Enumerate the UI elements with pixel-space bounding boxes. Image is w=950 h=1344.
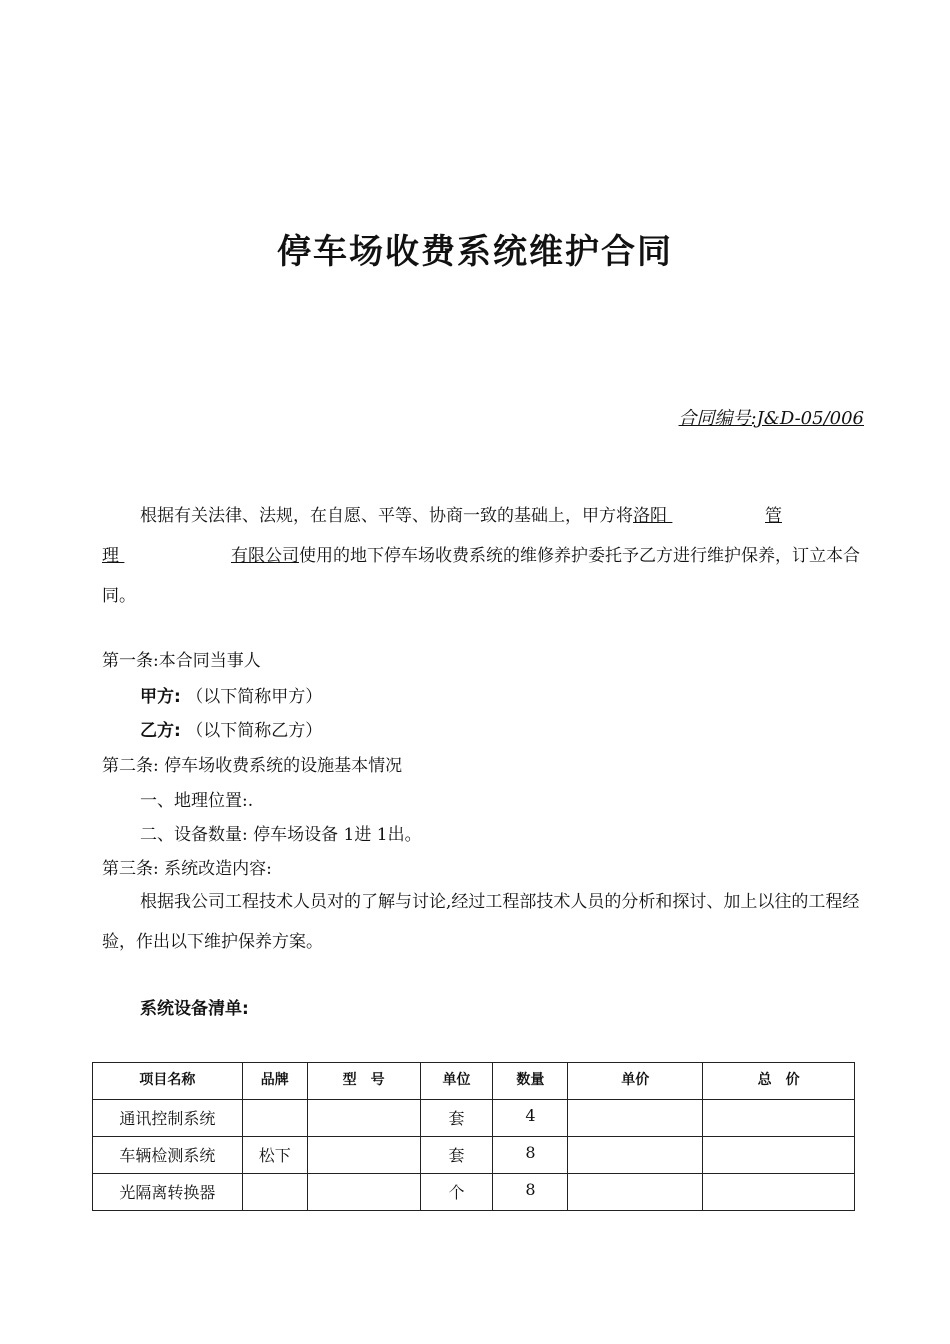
cell-item-name: 车辆检测系统 (93, 1137, 243, 1174)
cell-quantity: 8 (493, 1174, 568, 1211)
article-2-heading: 第二条: 停车场收费系统的设施基本情况 (102, 756, 403, 776)
cell-total-price (703, 1137, 855, 1174)
cell-unit: 套 (420, 1100, 493, 1137)
cell-brand (242, 1174, 307, 1211)
article-3-heading: 第三条: 系统改造内容: (102, 859, 272, 879)
party-a-name-1: 洛阳 (633, 506, 667, 526)
location-item: 一、地理位置:. (140, 791, 254, 811)
party-a-name-4: 有限公司 (231, 546, 299, 566)
equipment-count-item: 二、设备数量: 停车场设备 1进 1出。 (140, 825, 422, 845)
header-unit: 单位 (420, 1063, 493, 1100)
party-a-name-3: 理 (102, 546, 119, 566)
party-b-note: （以下简称乙方） (186, 721, 323, 741)
intro-text-2: 使用的地下停车场收费系统的维修养护委托予乙方进行维护保养，订立本合同。 (102, 546, 860, 606)
header-brand: 品牌 (242, 1063, 307, 1100)
cell-model (307, 1174, 420, 1211)
article-1-heading: 第一条:本合同当事人 (102, 651, 261, 671)
header-total-price: 总 价 (703, 1063, 855, 1100)
cell-unit-price (568, 1137, 703, 1174)
table-header-row (93, 1063, 855, 1100)
cell-unit-price (568, 1174, 703, 1211)
cell-quantity: 4 (493, 1100, 568, 1137)
intro-paragraph (102, 496, 862, 616)
equipment-table (92, 1062, 855, 1211)
header-unit-price: 单价 (568, 1063, 703, 1100)
blank-field-2 (119, 536, 231, 576)
blank-field-1 (667, 496, 765, 536)
cell-unit-price (568, 1100, 703, 1137)
equipment-list-title: 系统设备清单: (140, 999, 249, 1019)
article-3-body (102, 882, 862, 962)
cell-brand: 松下 (242, 1137, 307, 1174)
intro-text-1: 根据有关法律、法规，在自愿、平等、协商一致的基础上，甲方将 (140, 506, 633, 526)
cell-item-name: 光隔离转换器 (93, 1174, 243, 1211)
cell-quantity: 8 (493, 1137, 568, 1174)
header-model: 型 号 (307, 1063, 420, 1100)
party-a-name-2: 管 (765, 506, 782, 526)
cell-unit: 个 (420, 1174, 493, 1211)
table-row (93, 1137, 855, 1174)
party-a-note: （以下简称甲方） (186, 687, 323, 707)
table-row (93, 1174, 855, 1211)
party-b-label: 乙方: (140, 721, 181, 741)
article-3-text: 根据我公司工程技术人员对的了解与讨论,经过工程部技术人员的分析和探讨、加上以往的工程经验，作出以下维护保养方案。 (102, 892, 860, 952)
cell-unit: 套 (420, 1137, 493, 1174)
party-a-line (140, 682, 322, 707)
table-row (93, 1100, 855, 1137)
party-a-label: 甲方: (140, 687, 181, 707)
cell-brand (242, 1100, 307, 1137)
header-item-name: 项目名称 (93, 1063, 243, 1100)
contract-number: 合同编号:J&D-05/006 (678, 408, 864, 429)
party-b-line (140, 716, 322, 741)
cell-model (307, 1100, 420, 1137)
cell-total-price (703, 1100, 855, 1137)
cell-model (307, 1137, 420, 1174)
cell-item-name: 通讯控制系统 (93, 1100, 243, 1137)
cell-total-price (703, 1174, 855, 1211)
header-quantity: 数量 (493, 1063, 568, 1100)
document-title: 停车场收费系统维护合同 (277, 232, 673, 272)
